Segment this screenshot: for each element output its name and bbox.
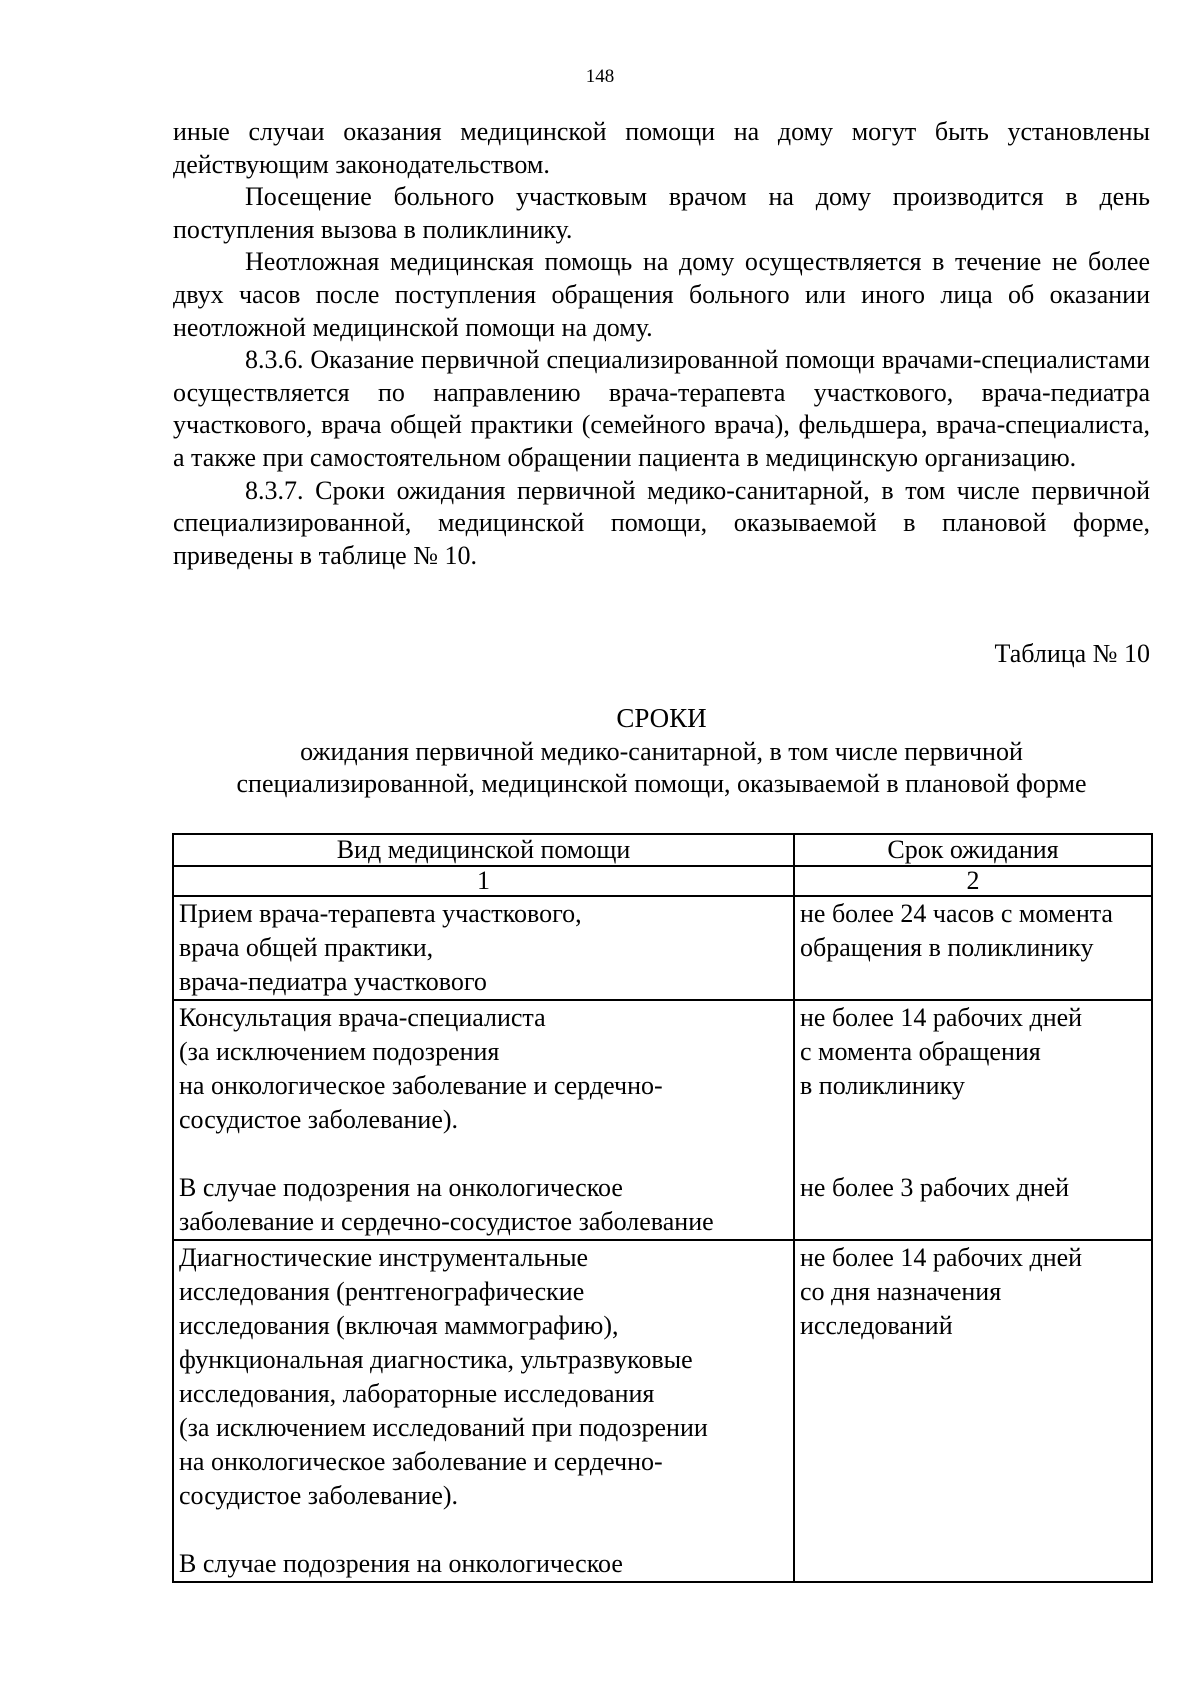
table-header-row <box>173 834 1152 866</box>
waiting-time-cell <box>794 1240 1152 1582</box>
body-text <box>173 116 1150 572</box>
cell-text: обращения в поликлинику <box>800 933 1094 962</box>
table-title-line: ожидания первичной медико-санитарной, в том числе первичной <box>300 737 1023 766</box>
cell-text: исследования (включая маммографию), <box>179 1311 619 1340</box>
table-title-line: специализированной, медицинской помощи, оказываемой в плановой форме <box>236 769 1087 798</box>
paragraph: Неотложная медицинская помощь на дому осуществляется в течение не более двух часов после поступления обращения больного или иного лица об оказании неотложной медицинской помощи на дому. <box>173 247 1150 342</box>
cell-text: врача общей практики, <box>179 933 434 962</box>
cell-text: сосудистое заболевание). <box>179 1105 459 1134</box>
cell-text: врача-педиатра участкового <box>179 967 487 996</box>
column-header: Срок ожидания <box>794 834 1152 866</box>
waiting-time-cell <box>794 1000 1152 1240</box>
waiting-times-table <box>172 833 1153 1583</box>
paragraph: иные случаи оказания медицинской помощи на дому могут быть установлены действующим законодательством. <box>173 117 1150 179</box>
cell-text: в поликлинику <box>800 1071 965 1100</box>
cell-text: не более 3 рабочих дней <box>800 1173 1070 1202</box>
cell-text: со дня назначения <box>800 1277 1002 1306</box>
table-title <box>173 700 1150 800</box>
table-row <box>173 896 1152 1000</box>
cell-text: с момента обращения <box>800 1037 1041 1066</box>
care-type-cell <box>173 1240 794 1582</box>
cell-spacer <box>800 1137 1146 1171</box>
cell-text: функциональная диагностика, ультразвуковые <box>179 1345 693 1374</box>
column-header: Вид медицинской помощи <box>173 834 794 866</box>
cell-text: Прием врача-терапевта участкового, <box>179 899 582 928</box>
cell-text: Консультация врача-специалиста <box>179 1003 546 1032</box>
paragraph: 8.3.6. Оказание первичной специализированной помощи врачами-специалистами осуществляется по направлению врача-терапевта участкового, врача-педиатра участкового, врача общей практики (семейного врача), фельдшера, врача-специалиста, а также при самостоятельном обращении пациента в медицинскую организацию. <box>173 345 1150 472</box>
column-number-row <box>173 866 1152 896</box>
cell-spacer <box>179 1513 788 1547</box>
paragraph: Посещение больного участковым врачом на дому производится в день поступления вызова в поликлинику. <box>173 182 1150 244</box>
cell-spacer <box>179 1137 788 1171</box>
cell-text: заболевание и сердечно-сосудистое заболевание <box>179 1207 714 1236</box>
cell-text: не более 14 рабочих дней <box>800 1003 1083 1032</box>
care-type-cell <box>173 1000 794 1240</box>
page-number: 148 <box>585 66 615 87</box>
cell-text: на онкологическое заболевание и сердечно- <box>179 1447 663 1476</box>
cell-text: В случае подозрения на онкологическое <box>179 1549 623 1578</box>
cell-text: (за исключением исследований при подозрении <box>179 1413 708 1442</box>
cell-text: сосудистое заболевание). <box>179 1481 459 1510</box>
table-row <box>173 1240 1152 1582</box>
cell-text: исследования (рентгенографические <box>179 1277 585 1306</box>
cell-text: на онкологическое заболевание и сердечно- <box>179 1071 663 1100</box>
column-number: 2 <box>794 866 1152 896</box>
cell-text: исследований <box>800 1311 953 1340</box>
table-row <box>173 1000 1152 1240</box>
cell-text: В случае подозрения на онкологическое <box>179 1173 623 1202</box>
table-title-heading: СРОКИ <box>616 703 707 733</box>
waiting-time-cell <box>794 896 1152 1000</box>
cell-text: не более 14 рабочих дней <box>800 1243 1083 1272</box>
cell-text: (за исключением подозрения <box>179 1037 500 1066</box>
table-caption: Таблица № 10 <box>994 639 1150 668</box>
cell-spacer <box>800 1103 1146 1137</box>
care-type-cell <box>173 896 794 1000</box>
column-number: 1 <box>173 866 794 896</box>
cell-text: исследования, лабораторные исследования <box>179 1379 655 1408</box>
paragraph: 8.3.7. Сроки ожидания первичной медико-санитарной, в том числе первичной специализированной, медицинской помощи, оказываемой в плановой форме, приведены в таблице № 10. <box>173 475 1150 570</box>
cell-text: Диагностические инструментальные <box>179 1243 589 1272</box>
cell-text: не более 24 часов с момента <box>800 899 1113 928</box>
